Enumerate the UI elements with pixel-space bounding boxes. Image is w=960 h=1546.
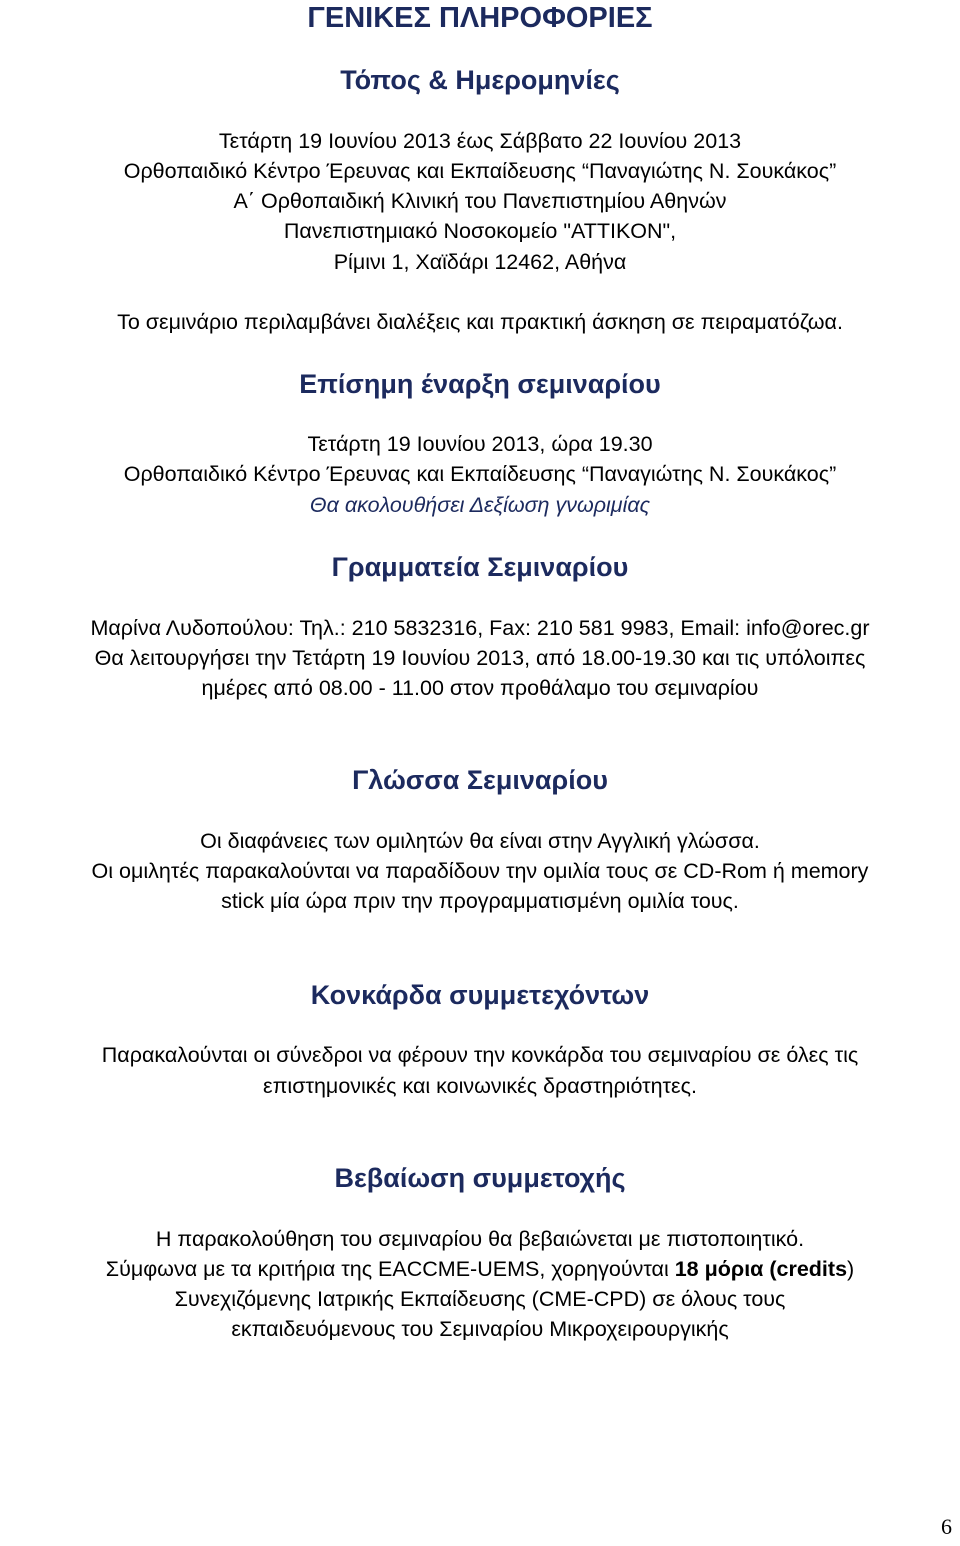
opening-heading: Επίσημη έναρξη σεμιναρίου — [299, 369, 661, 399]
venue-note: Το σεμινάριο περιλαμβάνει διαλέξεις και πρακτική άσκηση σε πειραματόζωα. — [117, 310, 843, 334]
language-heading: Γλώσσα Σεμιναρίου — [352, 765, 608, 795]
secretariat-hours: Θα λειτουργήσει την Τετάρτη 19 Ιουνίου 2013, από 18.00-19.30 και τις υπόλοιπες — [94, 646, 866, 670]
certificate-heading: Βεβαίωση συμμετοχής — [334, 1163, 626, 1193]
venue-date: Τετάρτη 19 Ιουνίου 2013 έως Σάββατο 22 Ιουνίου 2013 — [218, 129, 742, 153]
venue-heading: Τόπος & Ημερομηνίες — [340, 65, 620, 95]
badge-heading: Κονκάρδα συμμετεχόντων — [310, 980, 650, 1010]
secretariat-hours-cont: ημέρες από 08.00 - 11.00 στον προθάλαμο του σεμιναρίου — [201, 676, 759, 700]
language-media: Οι ομιλητές παρακαλούνται να παραδίδουν την ομιλία τους σε CD-Rom ή memory — [91, 859, 869, 883]
certificate-paren: ) — [847, 1257, 855, 1281]
opening-date: Τετάρτη 19 Ιουνίου 2013, ώρα 19.30 — [307, 432, 653, 456]
credits-count: 18 μόρια (credits — [674, 1257, 848, 1281]
badge-text-cont: επιστημονικές και κοινωνικές δραστηριότητες. — [263, 1074, 697, 1098]
opening-location: Ορθοπαιδικό Κέντρο Έρευνας και Εκπαίδευσης “Παναγιώτης Ν. Σουκάκος” — [123, 462, 837, 486]
venue-clinic: Α΄ Ορθοπαιδική Κλινική του Πανεπιστημίου Αθηνών — [233, 189, 727, 213]
certificate-text: Σύμφωνα με τα κριτήρια της EACCME-UEMS, χορηγούνται — [105, 1257, 669, 1281]
venue-hospital: Πανεπιστημιακό Νοσοκομείο "ATTIKON", — [283, 219, 677, 243]
secretariat-contact: Μαρίνα Λυδοπούλου: Τηλ.: 210 5832316, Fax: 210 581 9983, Email: info@orec.gr — [90, 616, 870, 640]
venue-center: Ορθοπαιδικό Κέντρο Έρευνας και Εκπαίδευσης “Παναγιώτης Ν. Σουκάκος” — [123, 159, 837, 183]
page-number: 6 — [941, 1514, 952, 1539]
language-slides: Οι διαφάνειες των ομιλητών θα είναι στην Αγγλική γλώσσα. — [200, 829, 760, 853]
secretariat-heading: Γραμματεία Σεμιναρίου — [331, 552, 629, 582]
language-media-cont: stick μία ώρα πριν την προγραμματισμένη ομιλία τους. — [221, 889, 739, 913]
venue-address: Ρίμινι 1, Χαϊδάρι 12462, Αθήνα — [333, 250, 627, 274]
opening-reception: Θα ακολουθήσει Δεξίωση γνωριμίας — [309, 493, 651, 517]
certificate-line-2 — [0, 1254, 960, 1284]
certificate-line-1: Η παρακολούθηση του σεμιναρίου θα βεβαιώνεται με πιστοποιητικό. — [155, 1227, 805, 1251]
badge-text: Παρακαλούνται οι σύνεδροι να φέρουν την κονκάρδα του σεμιναρίου σε όλες τις — [101, 1043, 859, 1067]
page-title: ΓΕΝΙΚΕΣ ΠΛΗΡΟΦΟΡΙΕΣ — [307, 2, 653, 34]
certificate-line-3: Συνεχιζόμενης Ιατρικής Εκπαίδευσης (CME-CPD) σε όλους τους — [174, 1287, 786, 1311]
certificate-line-4: εκπαιδευόμενους του Σεμιναρίου Μικροχειρουργικής — [231, 1317, 729, 1341]
